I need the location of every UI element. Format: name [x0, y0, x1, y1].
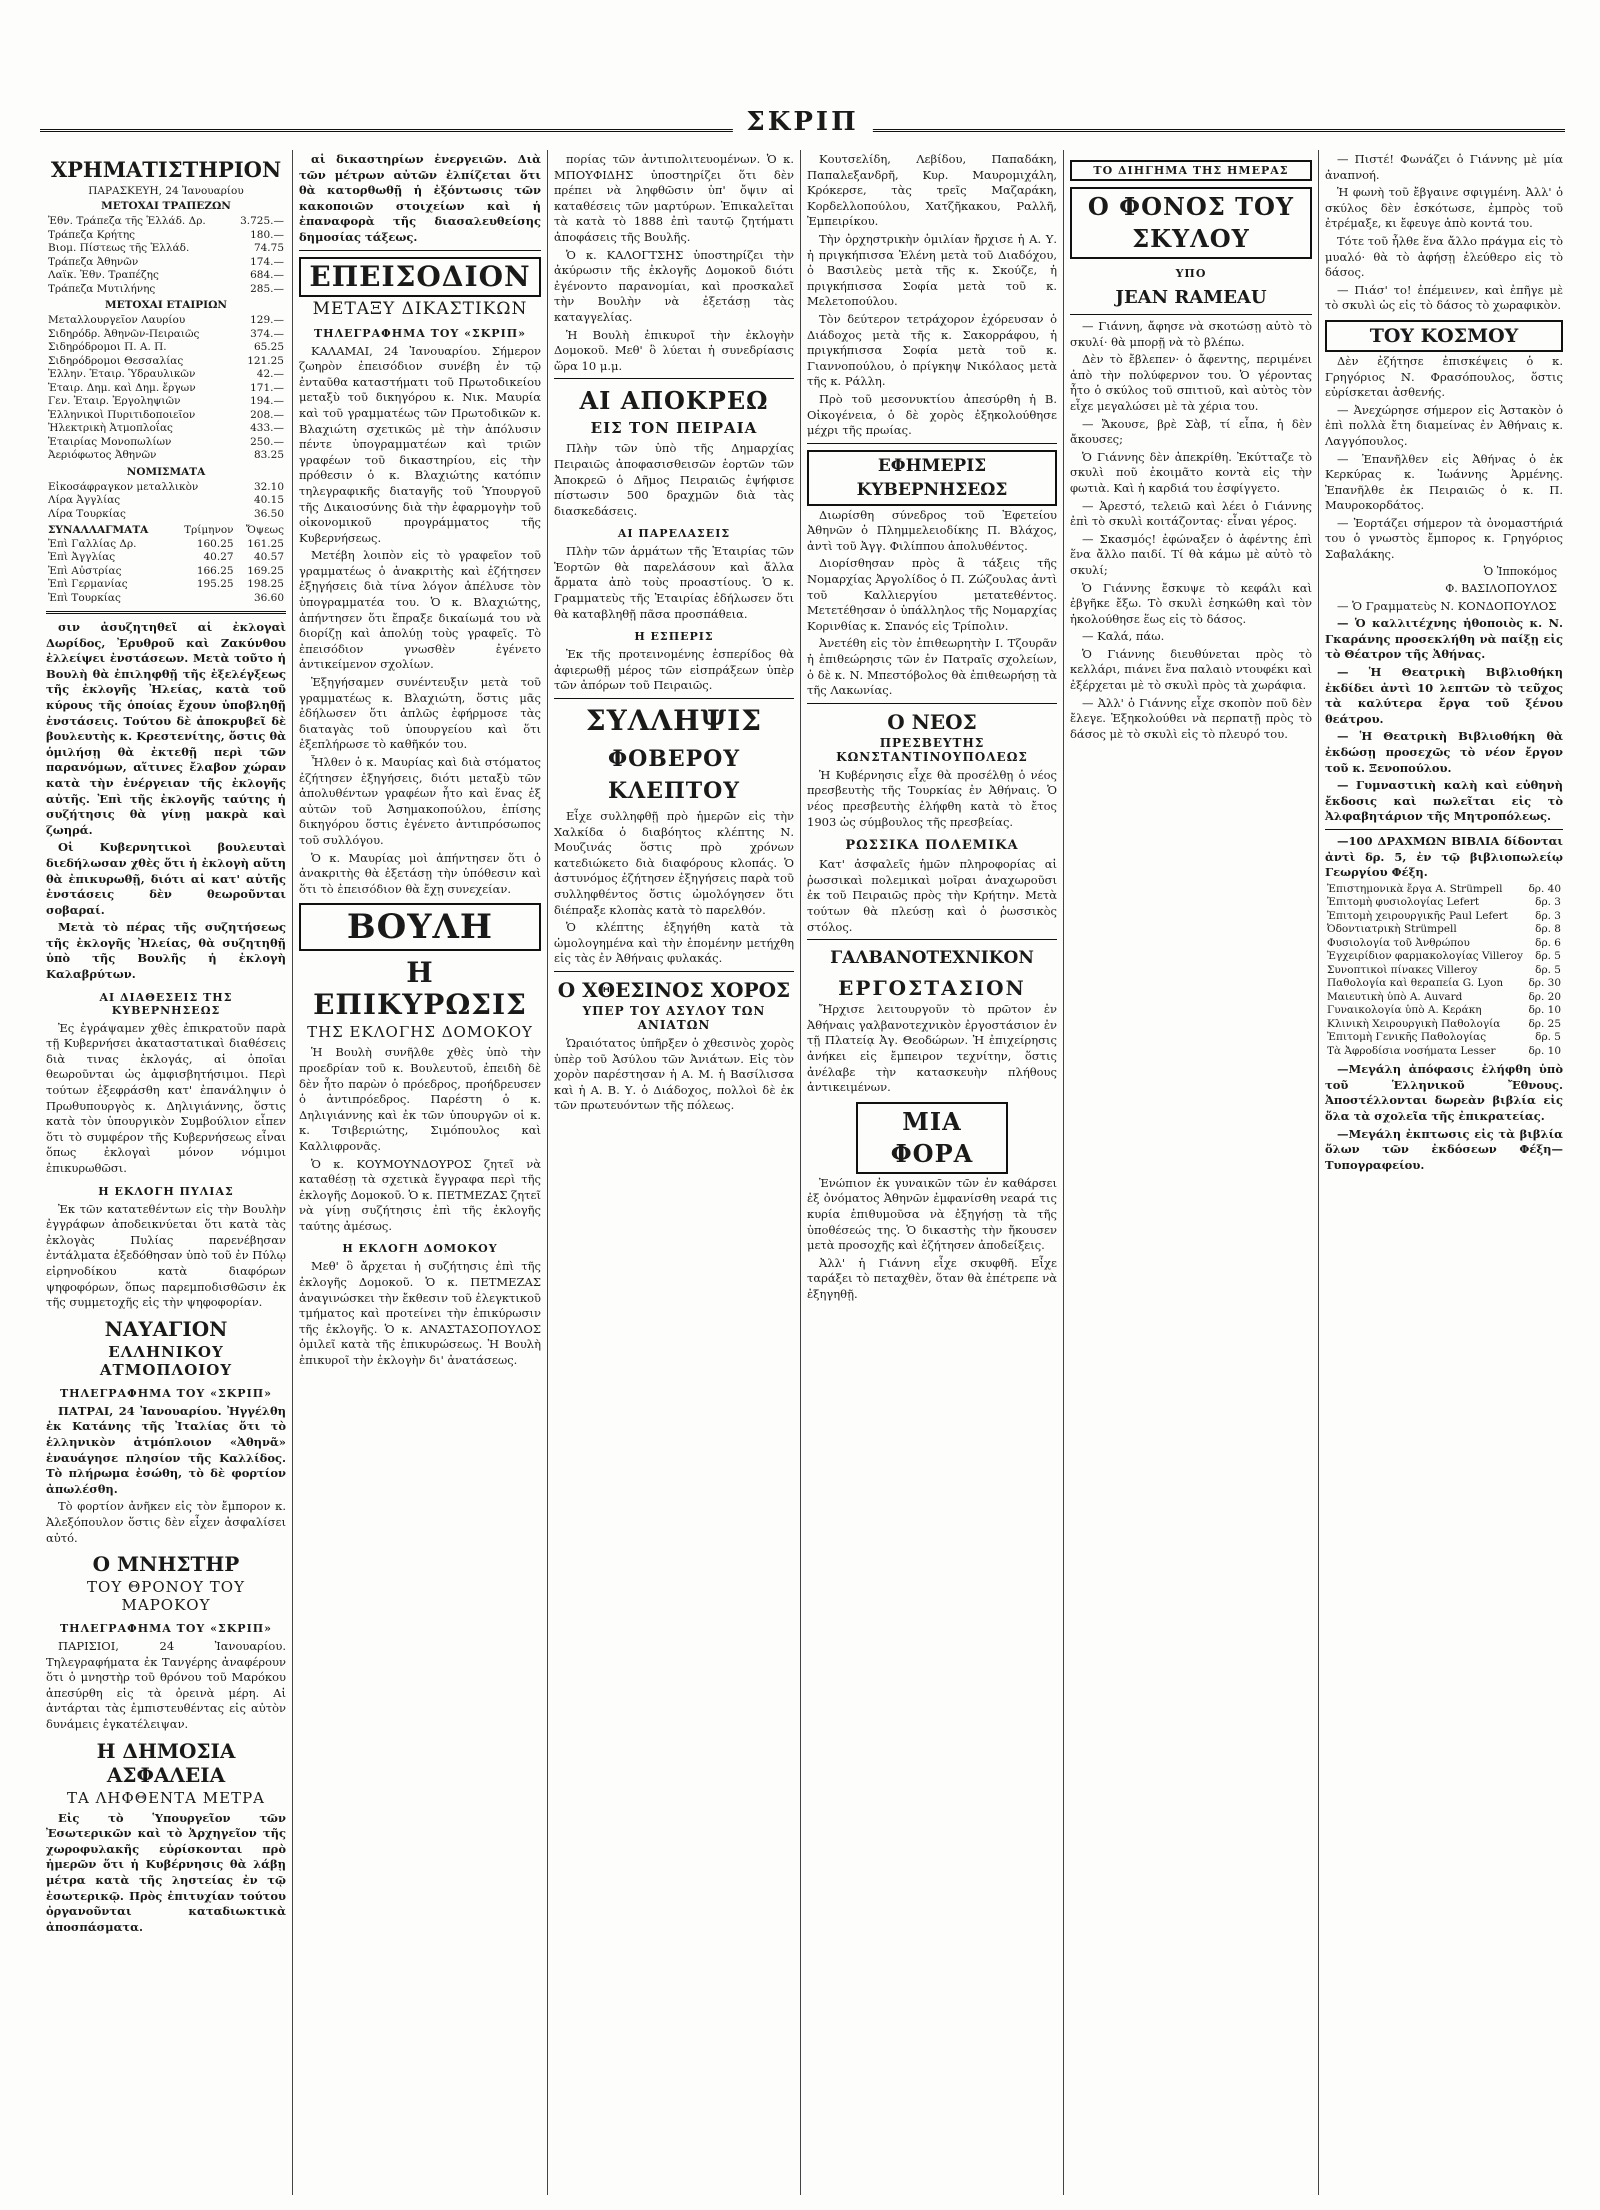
exchange-heading: ΧΡΗΜΑΤΙΣΤΗΡΙΟΝ — [50, 157, 282, 182]
row-label: Μεταλλουργεῖον Λαυρίου — [48, 314, 186, 326]
article-heading: ΕΡΓΟΣΤΑΣΙΟΝ — [838, 976, 1026, 1001]
article-paragraph: σιν ἀσυζητηθεῖ αἱ ἐκλογαὶ Δωρίδος, Ἐρυθροῦ καὶ Ζακύνθου ἐλλείψει ἐνστάσεων. Μετὰ τοῦτο ἡ Βουλὴ θὰ ἐπιληφθῇ τῆς ἐξελέγξεως τῆς ἐκλογῆς Ἠλείας, κατὰ τοῦ κύρους τῆς ὁποίας ἔχουν ὑποβληθῇ ἐνστάσεις. Τούτου δὲ ἀποκρυβεῖ δὲ βουλευτὴς κ. Κρεστενίτης, ὅστις θὰ ὁμιλήσῃ θὰ ἐκτεθῇ περὶ τῶν παρανόμων, αἵτινες ἔλαβον χώραν κατὰ τὴν ἐνέργειαν τῆς ἐκλογῆς αὐτῆς. Ἐπὶ τῆς ἐκλογῆς ταύτης ἡ συζήτησις θὰ γίνῃ μακρὰ καὶ ζωηρά. — [46, 620, 286, 837]
book-price: δρ. 40 — [1528, 882, 1561, 895]
book-price: δρ. 5 — [1535, 1031, 1561, 1044]
signature: Ὁ Ἰπποκόμος — [1483, 564, 1557, 578]
book-title: Συνοπτικοὶ πίνακες Villeroy — [1327, 963, 1478, 976]
row-label: Σιδηρόδρομοι Θεσσαλίας — [48, 354, 184, 367]
list-item — [1325, 1031, 1563, 1045]
table-row — [46, 242, 286, 256]
article-paragraph: Ἦλθεν ὁ κ. Μαυρίας καὶ διὰ στόματος ἐζήτησεν ἐξηγήσεις, διότι μεταξὺ τῶν ἀπολυθέντων γραφέων ἦτο καὶ ἕνας ἐξ αὐτῶν τοῦ Ἀσημακοπούλου, ἐπίσης δικηγόρου ὅστις ἐγένετο ἀντιπρόσωπος τοῦ συλλόγου. — [299, 755, 541, 847]
book-list — [1325, 883, 1563, 1059]
article-paragraph: Τὴν ὀρχηστρικὴν ὁμιλίαν ἤρχισε ἡ Α. Υ. ἡ πριγκήπισσα Ἑλένη μετὰ τοῦ Διαδόχου, ὁ Βασιλεὺς μετὰ τῆς κ. Σκούζε, ἡ πριγκήπισσα Σοφία μετὰ τοῦ κ. Μελετοπούλου. — [807, 231, 1057, 309]
article-paragraph: — Ἐπανῆλθεν εἰς Ἀθήνας ὁ ἐκ Κερκύρας κ. Ἰωάννης Ἀρμένης. Ἐπανῆλθε ἐκ Πειραιῶς ὁ κ. Π. Μαυροκορδάτος. — [1325, 451, 1563, 513]
row-label: Λίρα Ἀγγλίας — [48, 494, 121, 506]
article-paragraph: — Γυμναστικὴ καλὴ καὶ εὐθηνὴ ἔκδοσις καὶ πωλεῖται εἰς τὸ Ἀλφαβητάριον τῆς Μητροπόλεως. — [1325, 778, 1563, 824]
row-value: 180.— — [250, 228, 284, 241]
table-row — [46, 409, 286, 423]
article-heading: Ο ΧΘΕΣΙΝΟΣ ΧΟΡΟΣ — [557, 977, 791, 1002]
article-heading: Ο ΝΕΟΣ — [887, 709, 977, 734]
article-heading: Η ΕΣΠΕΡΙΣ — [634, 630, 714, 644]
divider — [46, 611, 286, 614]
row-label: Ἐπὶ Αὐστρίας — [48, 564, 122, 577]
article-subheading: ΤΟΥ ΘΡΟΝΟΥ ΤΟΥ ΜΑΡΟΚΟΥ — [87, 1578, 245, 1615]
table-row — [46, 355, 286, 369]
row-label: Ἐπὶ Γαλλίας Δρ. — [48, 537, 137, 550]
list-item — [1325, 1018, 1563, 1032]
article-paragraph: Ὁ κλέπτης ἐξηγήθη κατὰ τὰ ὡμολογημένα καὶ τὴν ἑπομένην μετήχθη εἰς τὰς ἐν Ἀθήναις φυλακάς. — [554, 920, 794, 966]
article-paragraph: πορίας τῶν ἀντιπολιτευομένων. Ὁ κ. ΜΠΟΥΦΙΔΗΣ ὑποστηρίζει ὅτι δὲν πρέπει νὰ ληφθῶσιν ὑπ' ὄψιν αἱ καταθέσεις τῶν μαρτύρων. Ἐπικαλεῖται τὰ κατὰ τὸ 1888 ἐπὶ ταυτῷ ζητήματι ἀποφάσεις τῆς Βουλῆς. — [554, 152, 794, 244]
article-paragraph: Δὲν τὸ ἔβλεπεν· ὁ ἄφεντης, περιμένει ἀπὸ τὴν πολύφερνον του. Ὁ γέροντας ἦτο ὁ σκύλος τοῦ σπιτιοῦ, καὶ αὐτὸς τὸν εἶχε μεγαλώσει μὲ τὰ χέρια του. — [1070, 352, 1312, 413]
story-by: ΥΠΟ — [1175, 267, 1207, 280]
article-paragraph: Ἡ Βουλὴ συνῆλθε χθὲς ὑπὸ τὴν προεδρίαν τοῦ κ. Βουλευτοῦ, ἐπειδὴ δὲ δὲν ἦτο παρὼν ὁ πρόεδρος, προήδρευσεν ὁ ἀντιπρόεδρος. Παρέστη ὁ κ. Δηλιγιάννης καὶ ἐκ τῶν ὑπουργῶν οἱ κ. κ. Τσιβεριώτης, Σιμόπουλος καὶ Καλλιφρονᾶς. — [299, 1045, 541, 1153]
article-paragraph: Εἶχε συλληφθῇ πρὸ ἡμερῶν εἰς τὴν Χαλκίδα ὁ διαβόητος κλέπτης Ν. Μουζινάς ὅστις πρὸ χρόνων κατεδιώκετο διὰ διαφόρους κλοπάς. Ὁ ἀστυνόμος ἐζήτησεν ἐξηγήσεις παρὰ τοῦ συλληφθέντος ὅστις ὡμολόγησεν ὅτι διέπραξε κλοπὰς κατὰ τὸ παρελθόν. — [554, 809, 794, 917]
article-paragraph: Διωρίσθη σύνεδρος τοῦ Ἐφετείου Ἀθηνῶν ὁ Πλημμελειοδίκης Π. Βλάχος, ἀντὶ τοῦ Ἀγγ. Φιλίππου ἀπολυθέντος. — [807, 507, 1057, 553]
article-paragraph: —Μεγάλη ἐκπτωσις εἰς τὰ βιβλία ὅλων τῶν ἐκδόσεων Φέξη—Τυπογραφείου. — [1325, 1126, 1563, 1172]
article-paragraph: Ἐς ἐγράψαμεν χθὲς ἐπικρατοῦν παρὰ τῇ Κυβερνήσει ἀκαταστατικαὶ διαθέσεις διὰ τινας ἐκλογάς, αἱ ὁποῖαι θεωροῦνται ὡς ἀμφισβητήσιμοι. Περὶ τούτων ἐξεφράσθη κατ' ἐπανάληψιν ὁ Πρωθυπουργὸς κ. Δηλιγιάννης, ὅστις κατὰ τὸν ὑπουργικὸν Συμβούλιον εἶπεν ὅτι τὸ συμφέρον τῆς Κυβερνήσεως εἶναι ὅπως ἐκλογαὶ μόνον νόμιμοι ἐπικυρωθῶσι. — [46, 1020, 286, 1175]
row-label: Ἑλλην. Ἑταιρ. Ὑδραυλικῶν — [48, 368, 196, 380]
row-label: Ἑταιρ. Δημ. καὶ Δημ. ἔργων — [48, 381, 196, 394]
row-value: 40.15 — [253, 494, 284, 506]
fx-heading: ΣΥΝΑΛΛΑΓΜΑΤΑ — [48, 524, 149, 536]
article-paragraph: Ἤρχισε λειτουργοῦν τὸ πρῶτον ἐν Ἀθήναις γαλβανοτεχνικὸν ἐργοστάσιον ἐν τῇ Πλατείᾳ Ἀγ. Θεοδώρων. Ἡ ἐπιχείρησις ἀνήκει εἰς ἔμπειρον τεχνίτην, ὅστις ἀνέλαβε τὴν κατασκευὴν πλήθους ἀντικειμένων. — [807, 1002, 1057, 1095]
row-value: 32.10 — [253, 480, 284, 493]
article-paragraph: Ὁ Γιάννης διευθύνεται πρὸς τὸ κελλάρι, πιάνει ἕνα παλαιὸ ντουφέκι καὶ ἐξέρχεται μὲ τὸ σκυλὶ πρὸς τὰ χωράφια. — [1070, 646, 1312, 693]
divider — [1070, 314, 1312, 315]
telegram-label: ΤΗΛΕΓΡΑΦΗΜΑ ΤΟΥ «ΣΚΡΙΠ» — [60, 1622, 272, 1636]
row-value: 198.25 — [247, 578, 284, 590]
table-row — [46, 269, 286, 283]
row-value: 129.— — [250, 314, 284, 326]
row-value: 40.27 — [203, 551, 234, 563]
book-title: Ἐγχειρίδιον φαρμακολογίας Villeroy — [1327, 950, 1523, 963]
article-paragraph: — Ἡ Θεατρικὴ Βιβλιοθήκη θὰ ἐκδώσῃ προσεχῶς τὸ νέον ἔργον τοῦ κ. Ξενοπούλου. — [1325, 729, 1563, 775]
article-paragraph: —Μεγάλη ἀπόφασις ἐλήφθη ὑπὸ τοῦ Ἑλληνικοῦ Ἔθνους. Ἀποστέλλονται δωρεὰν βιβλία εἰς ὅλα τὰ σχολεῖα τῆς ἐπικρατείας. — [1325, 1062, 1563, 1124]
article-heading: ΑΙ ΠΑΡΕΛΑΣΕΙΣ — [617, 527, 731, 541]
book-title: Ἐπιστημονικὰ ἔργα Α. Strümpell — [1327, 882, 1503, 895]
table-row — [46, 328, 286, 342]
row-value: 65.25 — [253, 341, 284, 353]
article-heading: ΕΦΗΜΕΡΙΣ ΚΥΒΕΡΝΗΣΕΩΣ — [807, 450, 1057, 506]
telegram-label: ΤΗΛΕΓΡΑΦΗΜΑ ΤΟΥ «ΣΚΡΙΠ» — [314, 326, 526, 340]
article-paragraph: Δὲν ἐζήτησε ἐπισκέψεις ὁ κ. Γρηγόριος Ν. Φρασόπουλος, ὅστις εὑρίσκεται ἀσθενής. — [1325, 353, 1563, 400]
article-heading: ΑΙ ΑΠΟΚΡΕΩ — [579, 386, 769, 416]
table-row — [46, 283, 286, 297]
article-paragraph: Κουτσελίδη, Λεβίδου, Παπαδάκη, Παπαλεξανδρῆ, Κυρ. Μαυρομιχάλη, Κρόκερσε, τὰς τρεῖς Μαζαράκη, Κορδελλοπούλου, Χατζῆκακου, Ραλλῆ, Ἐμπειρίκου. — [807, 152, 1057, 229]
row-label: Τράπεζα Ἀθηνῶν — [48, 255, 139, 268]
row-value: 174.— — [250, 255, 284, 268]
row-label: Σιδηρόδρομοι Π. Α. Π. — [48, 341, 167, 353]
table-row — [46, 215, 286, 229]
article-paragraph: ΠΑΡΙΣΙΟΙ, 24 Ἰανουαρίου. Τηλεγραφήματα ἐκ Τανγέρης ἀναφέρουν ὅτι ὁ μνηστὴρ τοῦ θρόνου τοῦ Μαρόκου ἀπεσύρθη εἰς τὰ ὀρεινὰ μέρη. Αἱ ἀντάρται τὰς ἐμπιστευθέντας εἰς αὐτὸν δυνάμεις ἐγκατέλειψαν. — [46, 1639, 286, 1732]
table-row — [46, 422, 286, 436]
row-label: Σιδηρόδρ. Ἀθηνῶν-Πειραιῶς — [48, 327, 200, 340]
row-value: 433.— — [250, 422, 284, 434]
list-item — [1325, 923, 1563, 937]
book-title: Ἐπιτομὴ Γενικῆς Παθολογίας — [1327, 1031, 1487, 1044]
article-paragraph: — Σκασμός! ἐφώναξεν ὁ ἀφέντης ἐπὶ ἕνα ἄλλο παιδί. Τί θὰ κάμω μὲ αὐτὸ τὸ σκυλί; — [1070, 531, 1312, 577]
row-label: Εἰκοσάφραγκον μεταλλικὸν — [48, 480, 199, 493]
article-heading: ΤΟΥ ΚΟΣΜΟΥ — [1325, 320, 1563, 352]
article-subheading: ΕΛΛΗΝΙΚΟΥ ΑΤΜΟΠΛΟΙΟΥ — [99, 1342, 233, 1379]
book-price: δρ. 10 — [1528, 1004, 1561, 1017]
story-author: JEAN RAMEAU — [1115, 287, 1267, 308]
article-paragraph: — Ἑορτάζει σήμερον τὰ ὀνομαστήριά του ὁ γνωστὸς ἔμπορος κ. Γρηγόριος Σαβαλάκης. — [1325, 515, 1563, 562]
article-subheading: ΤΑ ΛΗΦΘΕΝΤΑ ΜΕΤΡΑ — [66, 1788, 266, 1807]
article-heading: ΜΙΑ ΦΟΡΑ — [856, 1102, 1008, 1174]
article-paragraph: ΠΑΤΡΑΙ, 24 Ἰανουαρίου. Ἠγγέλθη ἐκ Κατάνης τῆς Ἰταλίας ὅτι τὸ ἑλληνικὸν ἀτμόπλοιον «Ἀθηνᾶ» ἐναυάγησε πλησίον τῆς Καλλίδος. Τὸ πλήρωμα ἐσώθη, τὸ δὲ φορτίον ἀπωλέσθη. — [46, 1403, 286, 1496]
article-paragraph: Ἐξηγήσαμεν συνέντευξιν μετὰ τοῦ γραμματέως κ. Βλαχιώτη, ὅστις μᾶς ἐδήλωσεν ὅτι ἀπλῶς ἐφήρμοσε τὰς διαταγὰς τοῦ ὑπουργείου καὶ ὅτι ἐξεπλήρωσε τὸ καθῆκόν του. — [299, 675, 541, 752]
book-price: δρ. 25 — [1528, 1017, 1561, 1030]
article-paragraph: Ὁ Γιάννης ἔσκυψε τὸ κεφάλι καὶ ἐβγῆκε ἔξω. Τὸ σκυλὶ ἐσηκώθη καὶ τὸν ἠκολούθησε ἕως εἰς τὸ δάσος. — [1070, 580, 1312, 626]
list-item — [1325, 950, 1563, 964]
article-paragraph: αἱ δικαστηρίων ἐνεργειῶν. Διὰ τῶν μέτρων αὐτῶν ἐλπίζεται ὅτι θὰ κατορθωθῇ ἡ ἐξόντωσις τῶν κακοποιῶν στοιχείων καὶ ἡ ἐπαναφορὰ τῆς διασαλευθείσης δημοσίας τάξεως. — [299, 152, 541, 244]
list-item — [1325, 910, 1563, 924]
row-label: Ἐθν. Τράπεζα τῆς Ἑλλάδ. Δρ. — [48, 215, 206, 227]
article-paragraph: ΚΑΛΑΜΑΙ, 24 Ἰανουαρίου. Σήμερον ζωηρὸν ἐπεισόδιον συνέβη ἐν τῷ ἐνταῦθα καταστήματι τοῦ Πρωτοδικείου μεταξὺ τοῦ δικηγόρου κ. Νικ. Μαυρία καὶ τοῦ γραμματέως τῶν Πρωτοδικῶν κ. Βλαχιώτη σχετικῶς μὲ τὴν ἀπόλυσιν πέντε ὑπογραμματέων καὶ τριῶν γραφέων τοῦ δικαστηρίου, εἰς τὴν πρόθεσιν ὁ κ. Βλαχιώτης κατόπιν τηλεγραφικῆς διαταγῆς τοῦ Ὑπουργοῦ τῆς Δικαιοσύνης διὰ τὴν ἐφαρμογὴν τοῦ οἰκονομικοῦ προγράμματος τῆς Κυβερνήσεως. — [299, 343, 541, 545]
article-paragraph: Εἰς τὸ Ὑπουργεῖον τῶν Ἐσωτερικῶν καὶ τὸ Ἀρχηγεῖον τῆς χωροφυλακῆς εὑρίσκονται πρὸ ἡμερῶν ὅτι ἡ Κυβέρνησις θὰ λάβῃ μέτρα κατὰ τῆς ληστείας ἐν τῷ ἐσωτερικῷ. Πρὸς ἐπιτυχίαν τούτου ὀργανοῦνται καταδιωκτικὰ ἀποσπάσματα. — [46, 1810, 286, 1934]
coins-table — [46, 481, 286, 522]
row-label: Ἐπὶ Ἀγγλίας — [48, 551, 116, 563]
book-price: δρ. 8 — [1535, 923, 1561, 936]
book-title: Ἐπιτομὴ χειρουργικῆς Paul Lefert — [1327, 909, 1508, 922]
article-paragraph: —100 ΔΡΑΧΜΩΝ ΒΙΒΛΙΑ δίδονται ἀντὶ δρ. 5, ἐν τῷ βιβλιοπωλείῳ Γεωργίου Φέξη. — [1325, 833, 1563, 880]
book-price: δρ. 6 — [1535, 936, 1561, 949]
book-title: Μαιευτικὴ ὑπὸ Α. Auvard — [1327, 990, 1463, 1003]
book-price: δρ. 5 — [1535, 950, 1561, 963]
article-paragraph: Πλὴν τῶν ὑπὸ τῆς Δημαρχίας Πειραιῶς ἀποφασισθεισῶν ἑορτῶν τῶν Ἀποκρεῶ ὁ Δῆμος Πειραιῶς ἐψήφισε πίστωσιν 500 δραχμῶν διὰ τὰς διασκεδάσεις. — [554, 441, 794, 518]
divider — [1325, 829, 1563, 830]
article-paragraph: Ἡ Βουλὴ ἐπικυροῖ τὴν ἐκλογὴν Δομοκοῦ. Μεθ' ὃ λύεται ἡ συνεδρίασις ὥρα 10 μ.μ. — [554, 327, 794, 373]
row-value: 194.— — [250, 395, 284, 407]
table-row — [46, 341, 286, 355]
article-paragraph: Ἀνετέθη εἰς τὸν ἐπιθεωρητὴν Ι. Τζουρᾶν ἡ ἐπιθεώρησις τῶν ἐν Πατραῖς σχολείων, ὁ δὲ κ. Ν. Μπεστόβολος θὰ ἐπιθεωρήσῃ τὰ τῆς Λακωνίας. — [807, 636, 1057, 698]
article-heading: Ο ΜΝΗΣΤΗΡ — [92, 1552, 240, 1577]
table-row — [46, 578, 286, 592]
article-paragraph: Ὁ κ. ΚΑΛΟΓΤΣΗΣ ὑποστηρίζει τὴν ἀκύρωσιν τῆς ἐκλογῆς Δομοκοῦ διότι ἐγένοντο παρανομίαι, καὶ προσκαλεῖ τὴν Βουλὴν νὰ ἐξετάσῃ τὰς καταγγελίας. — [554, 247, 794, 324]
article-paragraph: Ὁ κ. ΚΟΥΜΟΥΝΔΟΥΡΟΣ ζητεῖ νὰ καταθέσῃ τὰ σχετικὰ ἔγγραφα περὶ τῆς ἐκλογῆς Δομοκοῦ. Ὁ κ. ΠΕΤΜΕΖΑΣ ζητεῖ νὰ γίνῃ συζήτησις ἐπὶ τῆς ἐκλογῆς ταύτης ἀμέσως. — [299, 1156, 541, 1233]
column-4 — [801, 152, 1063, 2192]
divider — [299, 250, 541, 251]
column-5 — [1064, 152, 1318, 2192]
table-row — [46, 449, 286, 463]
list-item — [1325, 991, 1563, 1005]
article-paragraph: Ὡραιότατος ὑπῆρξεν ὁ χθεσινὸς χορὸς ὑπὲρ τοῦ Ἀσύλου τῶν Ἀνιάτων. Εἰς τὸν χορὸν παρέστησαν ἡ Α. Μ. ἡ Βασίλισσα καὶ ἡ Α. Β. Υ. ὁ Διάδοχος, πολλοὶ δὲ ἐκ τῶν πρωτευόντων τῆς πόλεως. — [554, 1035, 794, 1113]
book-title: Ἐπιτομὴ φυσιολογίας Lefert — [1327, 896, 1480, 909]
row-label: Γεν. Ἑταιρ. Ἐργοληψιῶν — [48, 395, 181, 407]
row-value: 171.— — [250, 381, 284, 394]
row-value: 36.50 — [253, 507, 284, 520]
row-value: 3.725.— — [240, 215, 284, 227]
article-paragraph: — Ἀνεχώρησε σήμερον εἰς Ἀστακὸν ὁ ἐπὶ πολλὰ ἔτη διαμείνας ἐν Ἀθήναις κ. Λαγγόπουλος. — [1325, 402, 1563, 448]
table-row — [46, 382, 286, 396]
article-paragraph: Κατ' ἀσφαλεῖς ἡμῶν πληροφορίας αἱ ῥωσσικαὶ πολεμικαὶ μοῖραι ἀναχωροῦσι ἐκ τοῦ Πειραιῶς πρὸς τὴν Κρήτην. Μετὰ τούτων θὰ πλεύσῃ καὶ ὁ ῥωσσικὸς στόλος. — [807, 857, 1057, 934]
article-heading: Η ΕΚΛΟΓΗ ΠΥΛΙΑΣ — [98, 1184, 234, 1198]
table-row — [46, 368, 286, 382]
article-heading: ΓΑΛΒΑΝΟΤΕΧΝΙΚΟΝ — [830, 948, 1034, 969]
row-value: 160.25 — [196, 537, 234, 550]
row-value: 121.25 — [247, 354, 284, 367]
article-heading: Η ΔΗΜΟΣΙΑ ΑΣΦΑΛΕΙΑ — [96, 1738, 236, 1787]
article-heading: ΣΥΛΛΗΨΙΣ — [585, 704, 763, 738]
article-paragraph: — Ὁ καλλιτέχνης ἡθοποιὸς κ. Ν. Γκαράνης προσεκλήθη νὰ παίξῃ εἰς τὸ Θέατρον τῆς Ἀθήνας. — [1325, 616, 1563, 662]
article-paragraph: Μεθ' ὃ ἄρχεται ἡ συζήτησις ἐπὶ τῆς ἐκλογῆς Δομοκοῦ. Ὁ κ. ΠΕΤΜΕΖΑΣ ἀναγινώσκει τὴν ἔκθεσιν τοῦ ἐλεγκτικοῦ τμήματος καὶ προτείνει τὴν ἐπικύρωσιν τῆς ἐκλογῆς. Ὁ κ. ΑΝΑΣΤΑΣΟΠΟΥΛΟΣ ὁμιλεῖ κατὰ τῆς ἐπικυρώσεως. Ἡ Βουλὴ ἐπικυροῖ τὴν ἐκλογὴν δι' ἀνατάσεως. — [299, 1259, 541, 1368]
article-paragraph: — Ἄκουσε, βρὲ Σὰβ, τί εἶπα, ἡ δὲν ἄκουσες; — [1070, 416, 1312, 447]
row-value: 208.— — [250, 408, 284, 421]
article-paragraph: Πρὸ τοῦ μεσονυκτίου ἀπεσύρθη ἡ Β. Οἰκογένεια, ὁ δὲ χορὸς ἐξηκολούθησε μέχρι τῆς πρωίας. — [807, 391, 1057, 438]
row-value: 374.— — [250, 327, 284, 340]
article-heading: Η ΕΠΙΚΥΡΩΣΙΣ — [313, 956, 527, 1022]
list-item — [1325, 964, 1563, 978]
table-row — [46, 395, 286, 409]
book-title: Τὰ Ἀφροδίσια νοσήματα Lesser — [1327, 1044, 1496, 1057]
article-paragraph: Ἡ Κυβέρνησις εἶχε θὰ προσέλθῃ ὁ νέος πρεσβευτὴς τῆς Τουρκίας ἐν Ἀθήναις. Ὁ νέος πρεσβευτὴς ἐλήφθη κατὰ τὸ ἔτος 1903 ὡς σύμβουλος τῆς πρεσβείας. — [807, 767, 1057, 829]
fx-col-header: Τρίμηνον — [184, 524, 234, 536]
row-value: 40.57 — [253, 551, 284, 563]
column-6 — [1319, 152, 1569, 2192]
row-label: Ἑλληνικοὶ Πυριτιδοποιεῖον — [48, 408, 196, 421]
article-subheading: ΜΕΤΑΞΥ ΔΙΚΑΣΤΙΚΩΝ — [312, 298, 528, 319]
table-row — [46, 565, 286, 579]
table-row — [46, 538, 286, 552]
column-2 — [293, 152, 547, 2192]
fx-col-header: Ὄψεως — [246, 524, 284, 536]
list-item — [1325, 883, 1563, 897]
companies-heading: ΜΕΤΟΧΑΙ ΕΤΑΙΡΙΩΝ — [104, 299, 228, 311]
row-value: 161.25 — [247, 537, 284, 550]
article-heading: Η ΕΚΛΟΓΗ ΔΟΜΟΚΟΥ — [342, 1242, 498, 1256]
article-paragraph: Ἐκ τῆς προτεινομένης ἑσπερίδος θὰ ἀφιερωθῇ μέρος τῶν εἰσπράξεων ὑπὲρ τῶν ἀπόρων τοῦ Πειραιῶς. — [554, 647, 794, 693]
masthead — [40, 105, 1565, 145]
row-label: Ἐπὶ Τουρκίας — [48, 591, 121, 604]
article-paragraph: — Ἀρεστό, τελειῶ καὶ λέει ὁ Γιάννης ἐπὶ τὸ σκυλὶ κοιτάζοντας· εἶναι γέρος. — [1070, 498, 1312, 529]
article-heading: ΝΑΥΑΓΙΟΝ — [104, 1316, 228, 1341]
row-label: Ἑταιρίας Μονοπωλίων — [48, 435, 172, 448]
telegram-label: ΤΗΛΕΓΡΑΦΗΜΑ ΤΟΥ «ΣΚΡΙΠ» — [60, 1386, 272, 1400]
book-title: Παθολογία καὶ θεραπεία G. Lyon — [1327, 977, 1504, 990]
row-label: Λαϊκ. Ἐθν. Τραπέζης — [48, 269, 159, 281]
list-item — [1325, 977, 1563, 991]
row-value: 684.— — [250, 269, 284, 281]
article-paragraph: Τὸν δεύτερον τετράχορον ἐχόρευσαν ὁ Διάδοχος μετὰ τῆς κ. Σακορράφου, ἡ πριγκήπισσα Σοφία μετὰ τοῦ κ. Γιαννοπούλου, ὁ πρίγκηψ Νικόλαος μετὰ τῆς κ. Ράλλη. — [807, 311, 1057, 389]
article-paragraph: Ὁ κ. Μαυρίας μοὶ ἀπήντησεν ὅτι ὁ ἀνακριτὴς θὰ ἐξετάσῃ τὴν ὑπόθεσιν καὶ ὅτι τὸ ἐπεισόδιον θὰ ἔχῃ συνεχείαν. — [299, 850, 541, 896]
table-row — [46, 229, 286, 243]
row-label: Ἀεριόφωτος Ἀθηνῶν — [48, 449, 157, 461]
divider — [807, 703, 1057, 704]
divider — [554, 698, 794, 699]
book-price: δρ. 3 — [1535, 909, 1561, 922]
row-label: Λίρα Τουρκίας — [48, 507, 126, 520]
article-paragraph: — Ἀλλ' ὁ Γιάννης εἶχε σκοπὸν ποῦ δὲν ἔλεγε. Ἐξηκολούθει νὰ περπατῇ πρὸς τὸ δάσος μὲ τὸ σκυλὶ εἰς τὸ πλευρό του. — [1070, 695, 1312, 741]
table-row — [46, 256, 286, 270]
list-item — [1325, 1045, 1563, 1059]
table-row — [46, 436, 286, 450]
table-row — [46, 481, 286, 495]
divider — [554, 971, 794, 972]
row-value: 285.— — [250, 282, 284, 295]
story-title: Ο ΦΟΝΟΣ ΤΟΥ ΣΚΥΛΟΥ — [1070, 187, 1312, 259]
article-paragraph: Ἡ φωνὴ τοῦ ἔβγαινε σφιγμένη. Ἀλλ' ὁ σκύλος δὲν ἐσκότωσε, ἐμπρὸς τοῦ ἐτρέμαξε, κι ἔφευγε ἀπὸ κοντά του. — [1325, 185, 1563, 231]
book-price: δρ. 5 — [1535, 963, 1561, 976]
article-subheading: ΠΡΕΣΒΕΥΤΗΣ ΚΩΝΣΤΑΝΤΙΝΟΥΠΟΛΕΩΣ — [836, 735, 1028, 764]
article-subheading: ΥΠΕΡ ΤΟΥ ΑΣΥΛΟΥ ΤΩΝ ΑΝΙΑΤΩΝ — [582, 1003, 766, 1032]
article-subheading: ΕΙΣ ΤΟΝ ΠΕΙΡΑΙΑ — [590, 419, 758, 438]
row-value: 36.60 — [253, 591, 284, 604]
companies-table — [46, 314, 286, 463]
table-row — [46, 508, 286, 522]
article-paragraph: Οἱ Κυβερνητικοὶ βουλευταὶ διεδήλωσαν χθὲς ὅτι ἡ ἐκλογὴ αὕτη θὰ ἐπικυρωθῇ, διότι αἱ κατ' αὐτῆς ἐνστάσεις δὲν θεωροῦνται σοβαραί. — [46, 840, 286, 917]
row-value: 74.75 — [253, 242, 284, 254]
book-title: Φυσιολογία τοῦ Ἀνθρώπου — [1327, 936, 1470, 949]
divider — [807, 939, 1057, 940]
row-value: 42.— — [256, 368, 284, 380]
article-paragraph: Μετέβη λοιπὸν εἰς τὸ γραφεῖον τοῦ γραμματέως ὁ ἀνακριτὴς καὶ ἐζήτησεν ἐξηγήσεις διὰ τίνα λόγον ἀπέλυσε τὸν ὑπογραμματέα του. Ὁ κ. Βλαχιώτης, ἀπήντησεν ὅτι ἔπραξε δικαίωμά του νὰ διορίζῃ καὶ ἀπολύῃ τοὺς γραφεῖς. Τὸ ἐπεισόδιον γνωσθὲν ἐγένετο ἀντικείμενον σχολίων. — [299, 548, 541, 672]
row-label: Τράπεζα Κρήτης — [48, 228, 136, 241]
exchange-dateline: ΠΑΡΑΣΚΕΥΗ, 24 Ἰανουαρίου — [88, 185, 244, 197]
article-paragraph: — Καλά, πάω. — [1082, 629, 1165, 644]
banks-heading: ΜΕΤΟΧΑΙ ΤΡΑΠΕΖΩΝ — [101, 200, 231, 212]
masthead-title: ΣΚΡΙΠ — [732, 107, 872, 137]
fx-table — [46, 524, 286, 605]
signature: Φ. ΒΑΣΙΛΟΠΟΥΛΟΣ — [1445, 581, 1557, 595]
article-heading: ΒΟΥΛΗ — [299, 903, 541, 951]
list-item — [1325, 1004, 1563, 1018]
article-subheading: ΤΗΣ ΕΚΛΟΓΗΣ ΔΟΜΟΚΟΥ — [307, 1023, 533, 1042]
column-3 — [548, 152, 800, 2192]
book-price: δρ. 30 — [1528, 977, 1561, 990]
article-paragraph: Ἐκ τῶν κατατεθέντων εἰς τὴν Βουλὴν ἐγγράφων ἀποδεικνύεται ὅτι κατὰ τὰς ἐκλογὰς Πυλίας παρενέβησαν ἐντάλματα ἐξεδόθησαν ὑπὸ τοῦ ἐν Πύλῳ εἰρηνοδίκου κατὰ διαφόρων ψηφοφόρων, ὅπως παρεμποδισθῶσιν ἐκ τῆς συμμετοχῆς εἰς τὴν ψηφοφορίαν. — [46, 1201, 286, 1310]
row-value: 166.25 — [196, 564, 234, 577]
section-tag: ΤΟ ΔΙΗΓΗΜΑ ΤΗΣ ΗΜΕΡΑΣ — [1070, 160, 1312, 181]
row-label: Τράπεζα Μυτιλήνης — [48, 282, 156, 295]
column-1 — [40, 152, 292, 2192]
article-paragraph: — Ἡ Θεατρικὴ Βιβλιοθήκη ἐκδίδει ἀντὶ 10 λεπτῶν τὸ τεῦχος τὰ καλύτερα ἔργα τοῦ ξένου θεάτρου. — [1325, 665, 1563, 726]
book-price: δρ. 3 — [1535, 896, 1561, 909]
article-heading: ΑΙ ΔΙΑΘΕΣΕΙΣ ΤΗΣ ΚΥΒΕΡΝΗΣΕΩΣ — [99, 990, 233, 1017]
table-row — [46, 592, 286, 606]
book-title: Ὀδοντιατρικὴ Strümpell — [1327, 923, 1457, 936]
row-label: Βιομ. Πίστεως τῆς Ἑλλάδ. — [48, 242, 190, 254]
divider — [554, 378, 794, 379]
book-price: δρ. 10 — [1528, 1044, 1561, 1057]
article-paragraph: Πλὴν τῶν ἁρμάτων τῆς Ἑταιρίας τῶν Ἑορτῶν θὰ παρελάσουν καὶ ἄλλα ἄρματα ἀπὸ τοὺς προαστίους. Ὁ κ. Γραμματεὺς τῆς Ἑταιρίας ἐδήλωσεν ὅτι θὰ καταβληθῇ πᾶσα προσπάθεια. — [554, 544, 794, 621]
article-heading: ΦΟΒΕΡΟΥ ΚΛΕΠΤΟΥ — [607, 746, 741, 805]
row-label: Ἠλεκτρικὴ Ἀτμοπλοΐας — [48, 422, 173, 434]
row-value: 83.25 — [253, 449, 284, 461]
row-value: 250.— — [250, 435, 284, 448]
article-paragraph: — Γιάννη, ἄφησε νὰ σκοτώσῃ αὐτὸ τὸ σκυλί· θὰ μπορῇ νὰ τὸ βλέπω. — [1070, 319, 1312, 349]
coins-heading: ΝΟΜΙΣΜΑΤΑ — [126, 465, 206, 478]
table-row — [46, 314, 286, 328]
article-paragraph: Διορίσθησαν πρὸς ἃ τάξεις τῆς Νομαρχίας Ἀργολίδος ὁ Π. Ζώζουλας ἀντὶ τοῦ Καλλιεργίου μετατεθέντος. Μετετέθησαν ὁ ὑπάλληλος τῆς Νομαρχίας Κορινθίας κ. Σπανός εἰς Τρίπολιν. — [807, 556, 1057, 633]
article-paragraph: Ἐνώπιον ἐκ γυναικῶν τῶν ἐν καθάρσει ἐξ ὀνόματος Ἀθηνῶν ἐμφανίσθη νεαρά τις κυρία ἐπιθυμοῦσα νὰ ἐξηγήσῃ τὰ τῆς ὑποθέσεώς της. Ὁ δικαστὴς τὴν ἤκουσεν μετὰ προσοχῆς καὶ ἐζήτησεν ἀποδείξεις. — [807, 1175, 1057, 1253]
article-paragraph: — Πιάσ' το! ἐπέμεινεν, καὶ ἐπῆγε μὲ τὸ σκυλὶ ὡς εἰς τὸ δάσος τὸ χωραφικὸν. — [1325, 282, 1563, 313]
article-paragraph: Μετὰ τὸ πέρας τῆς συζητήσεως τῆς ἐκλογῆς Ἠλείας, θὰ συζητηθῇ ὑπὸ τῆς Βουλῆς ἡ ἐκλογὴ Καλαβρύτων. — [46, 920, 286, 982]
divider — [807, 443, 1057, 444]
book-title: Κλινικὴ Χειρουργικὴ Παθολογία — [1327, 1017, 1501, 1030]
article-heading: ΕΠΕΙΣΟΔΙΟΝ — [299, 257, 541, 297]
table-row — [46, 494, 286, 508]
table-header — [46, 524, 286, 538]
list-item — [1325, 937, 1563, 951]
article-paragraph: Τότε τοῦ ἦλθε ἕνα ἄλλο πράγμα εἰς τὸ μυαλό· θὰ τὸ ἀφήσῃ ἐλεύθερο εἰς τὸ δάσος. — [1325, 233, 1563, 280]
book-title: Γυναικολογία ὑπὸ Α. Κεράκη — [1327, 1004, 1482, 1017]
article-heading: ΡΩΣΣΙΚΑ ΠΟΛΕΜΙΚΑ — [845, 838, 1019, 854]
article-paragraph: Ἀλλ' ἡ Γιάννη εἶχε σκυφθῆ. Εἶχε ταράξει τὸ πεταχθὲν, ὅταν θὰ ἐπέτρεπε νὰ ἐξηγηθῇ. — [807, 1255, 1057, 1301]
book-price: δρ. 20 — [1528, 990, 1561, 1003]
row-label: Ἐπὶ Γερμανίας — [48, 578, 128, 590]
table-row — [46, 551, 286, 565]
banks-table — [46, 215, 286, 296]
row-value: 195.25 — [196, 578, 234, 590]
article-paragraph: Τὸ φορτίον ἀνῆκεν εἰς τὸν ἔμπορον κ. Ἀλεξόπουλον ὅστις δὲν εἶχεν ἀσφαλίσει αὐτό. — [46, 1499, 286, 1545]
row-value — [171, 592, 235, 606]
article-paragraph: Ὁ Γιάννης δὲν ἀπεκρίθη. Ἐκύτταζε τὸ σκυλὶ ποῦ ἐκοιμᾶτο κοντὰ εἰς τὴν φωτιὰ. Καὶ ἡ καρδιά του ἐσφίγγετο. — [1070, 449, 1312, 495]
article-paragraph: — Πιστέ! Φωνάζει ὁ Γιάννης μὲ μία ἀναπνοή. — [1325, 152, 1563, 182]
list-item — [1325, 896, 1563, 910]
article-paragraph: — Ὁ Γραμματεὺς Ν. ΚΟΝΔΟΠΟΥΛΟΣ — [1337, 598, 1557, 613]
row-value: 169.25 — [247, 564, 284, 577]
